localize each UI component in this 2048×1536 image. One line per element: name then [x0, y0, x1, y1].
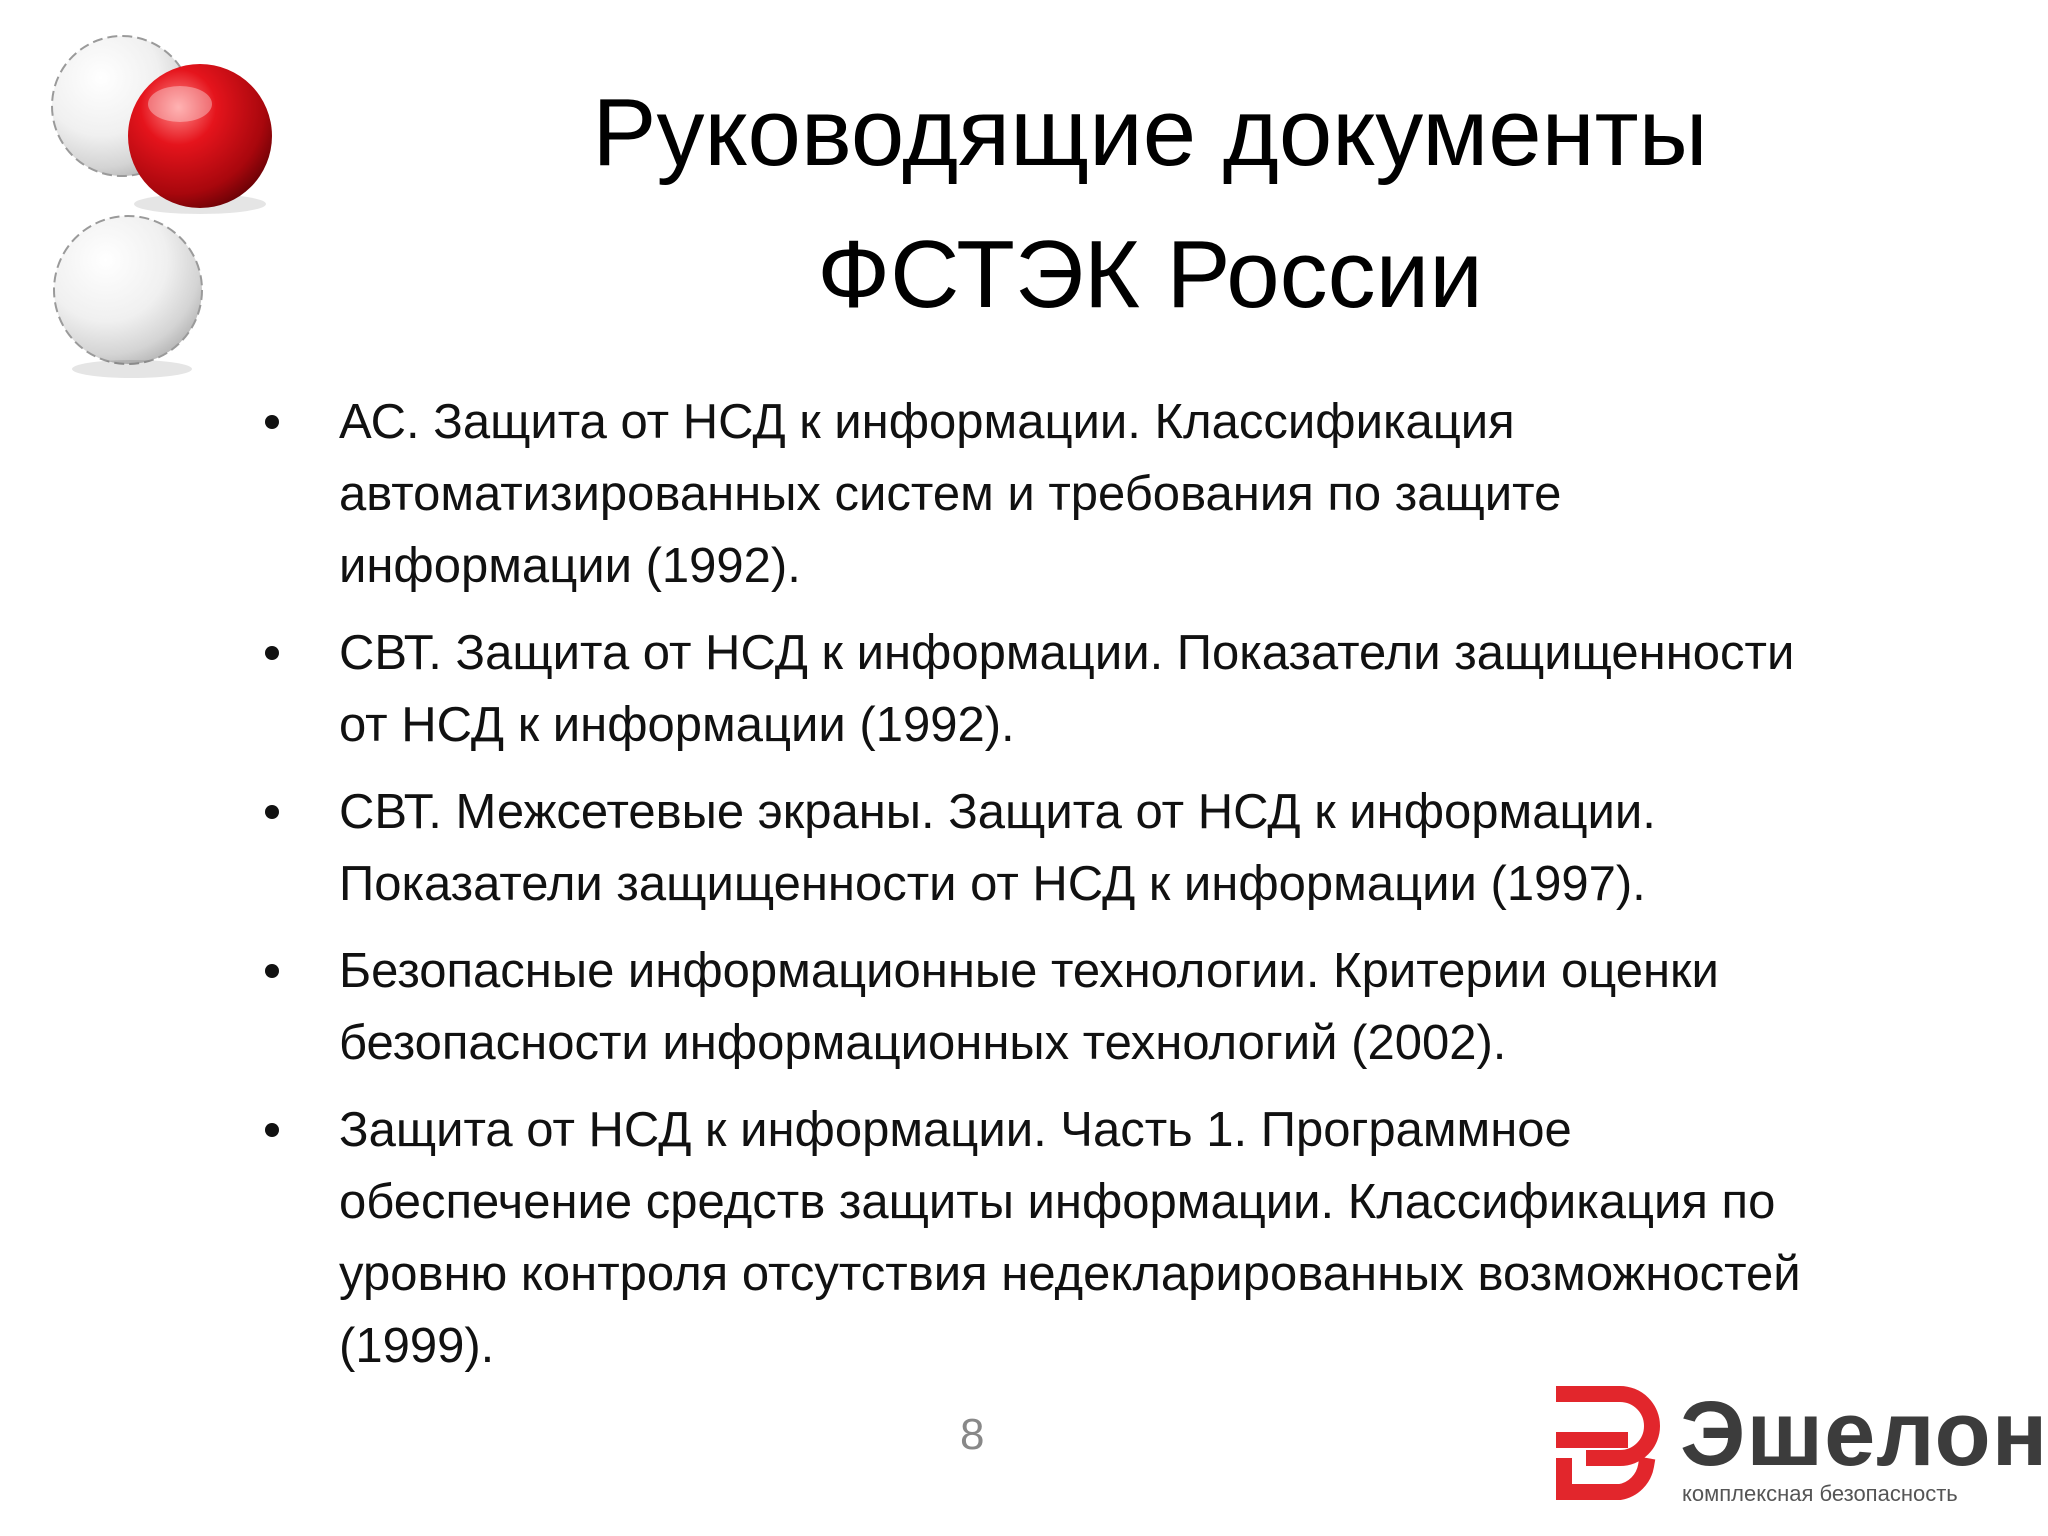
- bullet-icon: [265, 964, 279, 978]
- decorative-spheres: [40, 24, 300, 384]
- bullet-item: [255, 617, 1855, 761]
- echelon-logo-icon: [1550, 1380, 1662, 1506]
- bullet-icon: [265, 646, 279, 660]
- logo-name: Эшелон: [1680, 1383, 2048, 1485]
- page-number: 8: [960, 1410, 985, 1459]
- bullet-item: [255, 776, 1855, 920]
- bullet-item: [255, 1094, 1855, 1382]
- bullet-text: Безопасные информационные технологии. Критерии оценки безопасности информационных технологий (2002).: [339, 944, 1719, 1070]
- bullet-icon: [265, 805, 279, 819]
- bullet-item: [255, 935, 1855, 1079]
- logo-tagline: комплексная безопасность: [1682, 1481, 1958, 1506]
- bullet-text: СВТ. Межсетевые экраны. Защита от НСД к информации. Показатели защищенности от НСД к информации (1997).: [339, 785, 1656, 911]
- bullet-text: АС. Защита от НСД к информации. Классификация автоматизированных систем и требования по защите информации (1992).: [339, 395, 1562, 593]
- echelon-logo: [1550, 1380, 2048, 1520]
- bullet-text: Защита от НСД к информации. Часть 1. Программное обеспечение средств защиты информации. Классификация по уровню контроля отсутствия недекларированных возможностей (1999).: [339, 1103, 1801, 1373]
- title-line-2: ФСТЭК России: [817, 221, 1483, 328]
- title-line-1: Руководящие документы: [592, 79, 1708, 186]
- white-sphere-bottom: [54, 216, 202, 378]
- bullet-icon: [265, 415, 279, 429]
- bullet-list: [255, 386, 1855, 1397]
- bullet-item: [255, 386, 1855, 602]
- red-sphere: [128, 64, 272, 214]
- bullet-text: СВТ. Защита от НСД к информации. Показатели защищенности от НСД к информации (1992).: [339, 626, 1795, 752]
- slide-title: [440, 62, 1860, 346]
- bullet-icon: [265, 1123, 279, 1137]
